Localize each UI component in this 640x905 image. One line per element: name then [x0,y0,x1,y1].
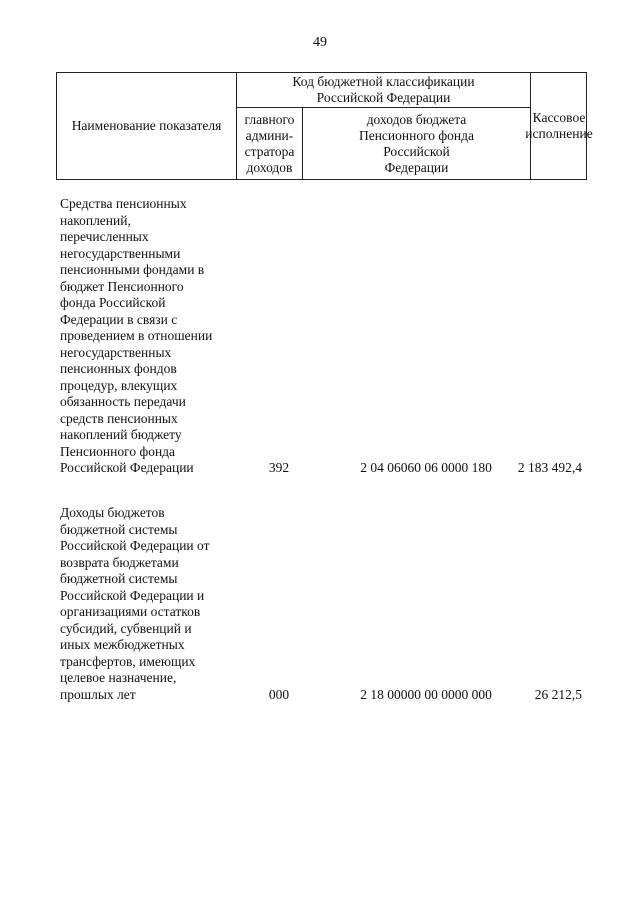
row-name-line: Российской Федерации от [60,538,210,553]
row-amount: 2 183 492,4 [517,460,582,475]
row-income-code: 2 18 00000 00 0000 000 [360,687,492,702]
row-name-line: Доходы бюджетов [60,505,165,520]
row-name-line: Федерации в связи с [60,311,178,327]
page-number: 49 [313,35,327,50]
row-name-line: бюджетной системы [60,571,178,586]
header-admin-column: главного админи- стратора доходов [237,108,303,179]
row-admin-code: 000 [268,687,290,702]
row-name-line: перечисленных [60,229,149,244]
row-name-line: пенсионными фондами в [60,262,205,277]
row-name-line: накоплений, [60,212,131,228]
row-name-line: иных межбюджетных [60,637,185,652]
row-name-line: бюджетной системы [60,521,178,537]
row-name [60,505,240,703]
row-name-line: проведением в отношении [60,328,213,343]
row-amount: 26 212,5 [534,687,582,702]
header-execution-column: Кассовое исполнение [525,110,593,141]
row-name-line: фонда Российской [60,295,166,310]
row-name-line: пенсионных фондов [60,361,177,376]
row-admin-code: 392 [268,460,290,475]
row-name-line: Российской Федерации и [60,587,205,603]
row-name-line: Пенсионного фонда [60,443,176,459]
row-name-line: субсидий, субвенций и [60,620,192,636]
row-name-line: негосударственными [60,245,181,261]
row-name-line: целевое назначение, [60,670,177,685]
row-name-line: Средства пенсионных [60,196,187,211]
header-name-column: Наименование показателя [57,73,237,179]
row-name-line: прошлых лет [60,686,136,702]
header-income-column: доходов бюджета Пенсионного фонда Российской Федерации [303,108,531,179]
row-name-line: негосударственных [60,344,172,360]
row-name-line: возврата бюджетами [60,554,179,570]
row-name-line: Российской Федерации [60,460,194,475]
row-name-line: процедур, влекущих [60,377,178,393]
row-name-line: бюджет Пенсионного [60,278,184,294]
row-name [60,196,240,477]
header-code-group: Код бюджетной классификации Российской Федерации [237,73,531,108]
row-name-line: обязанность передачи [60,394,186,409]
row-name-line: накоплений бюджету [60,427,182,442]
row-name-line: средств пенсионных [60,410,178,426]
row-name-line: организациями остатков [60,604,201,619]
row-name-line: трансфертов, имеющих [60,653,196,669]
table-header [56,72,593,180]
row-income-code: 2 04 06060 06 0000 180 [360,460,492,475]
